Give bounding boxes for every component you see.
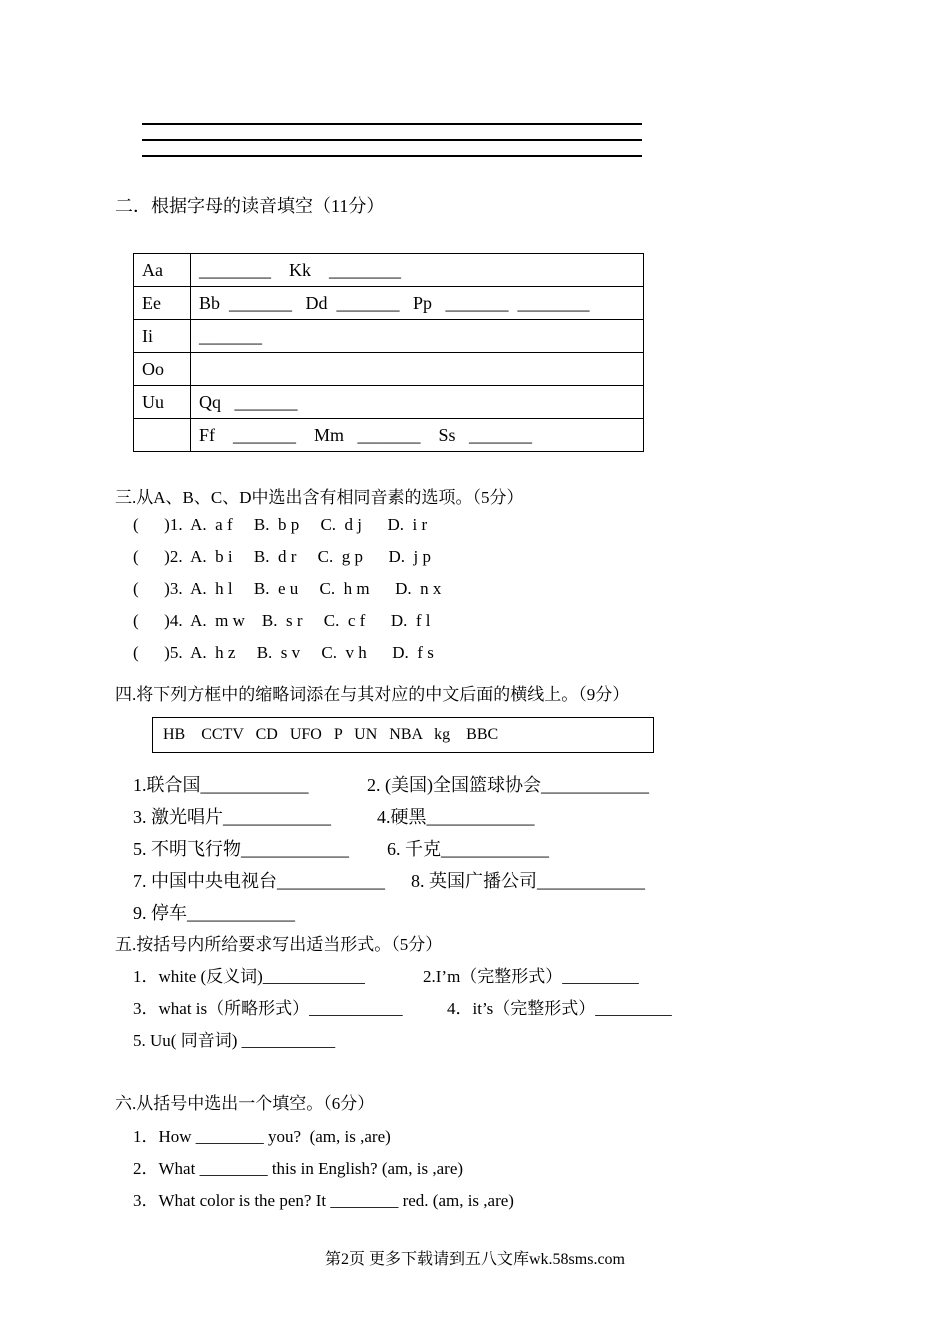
question-item[interactable]: 1.联合国____________ [133, 775, 309, 795]
answer-line-2 [142, 139, 642, 141]
table-row [134, 287, 644, 320]
question-item[interactable]: ( )2. A. b i B. d r C. g p D. j p [133, 547, 431, 566]
letter-cell: Uu [134, 386, 191, 419]
question-item[interactable]: ( )3. A. h l B. e u C. h m D. n x [133, 579, 442, 598]
question-item[interactable]: 3．What color is the pen? It ________ red. (am, is ,are) [133, 1191, 514, 1210]
question-item[interactable]: 5. 不明飞行物____________ [133, 839, 349, 859]
answer-cell[interactable]: Bb _______ Dd _______ Pp _______ ________ [191, 287, 644, 320]
question-item[interactable]: 1．How ________ you? (am, is ,are) [133, 1127, 391, 1146]
question-item[interactable]: 6. 千克____________ [387, 839, 549, 859]
letter-sound-table [133, 253, 644, 452]
question-item[interactable]: 9. 停车____________ [133, 903, 295, 923]
letter-cell [134, 419, 191, 452]
question-item[interactable]: 1．white (反义词)____________ [133, 967, 365, 986]
question-item[interactable]: 4.硬黑____________ [377, 807, 535, 827]
question-item[interactable]: 3. 激光唱片____________ [133, 807, 331, 827]
letter-cell: Oo [134, 353, 191, 386]
question-item[interactable]: 2.I’m（完整形式）_________ [423, 967, 639, 986]
answer-line-1 [142, 123, 642, 125]
question-item[interactable]: ( )4. A. m w B. s r C. c f D. f l [133, 611, 431, 630]
letter-cell: Aa [134, 254, 191, 287]
table-row [134, 386, 644, 419]
section-2-title: 二．根据字母的读音填空（11分） [115, 196, 385, 216]
table-row [134, 419, 644, 452]
question-item[interactable]: 7. 中国中央电视台____________ [133, 871, 385, 891]
answer-line-3 [142, 155, 642, 157]
question-item[interactable]: 5. Uu( 同音词) ___________ [133, 1031, 336, 1050]
question-item[interactable]: ( )5. A. h z B. s v C. v h D. f s [133, 643, 434, 662]
answer-cell[interactable]: Qq _______ [191, 386, 644, 419]
table-row [134, 254, 644, 287]
question-item[interactable]: 8. 英国广播公司____________ [411, 871, 645, 891]
question-item[interactable]: 4．it’s（完整形式）_________ [447, 999, 672, 1018]
letter-cell: Ii [134, 320, 191, 353]
question-item[interactable]: 2．What ________ this in English? (am, is ,are) [133, 1159, 464, 1178]
answer-cell[interactable]: _______ [191, 320, 644, 353]
page-footer: 第2页 更多下载请到五八文库wk.58sms.com [324, 1251, 625, 1268]
question-item[interactable]: 2. (美国)全国篮球协会____________ [367, 775, 649, 795]
question-item[interactable]: 3．what is（所略形式）___________ [133, 999, 403, 1018]
abbreviation-box: HB CCTV CD UFO P UN NBA kg BBC [152, 717, 654, 753]
answer-cell[interactable]: Ff _______ Mm _______ Ss _______ [191, 419, 644, 452]
question-item[interactable]: ( )1. A. a f B. b p C. d j D. i r [133, 515, 428, 534]
table-row [134, 353, 644, 386]
table-row [134, 320, 644, 353]
section-5-title: 五.按括号内所给要求写出适当形式。（5分） [115, 935, 443, 954]
answer-cell[interactable]: ________ Kk ________ [191, 254, 644, 287]
section-4-title: 四.将下列方框中的缩略词添在与其对应的中文后面的横线上。（9分） [115, 685, 630, 704]
letter-cell: Ee [134, 287, 191, 320]
answer-cell[interactable] [191, 353, 644, 386]
section-6-title: 六.从括号中选出一个填空。（6分） [115, 1094, 375, 1113]
section-3-title: 三.从A、B、C、D中选出含有相同音素的选项。（5分） [115, 488, 524, 507]
